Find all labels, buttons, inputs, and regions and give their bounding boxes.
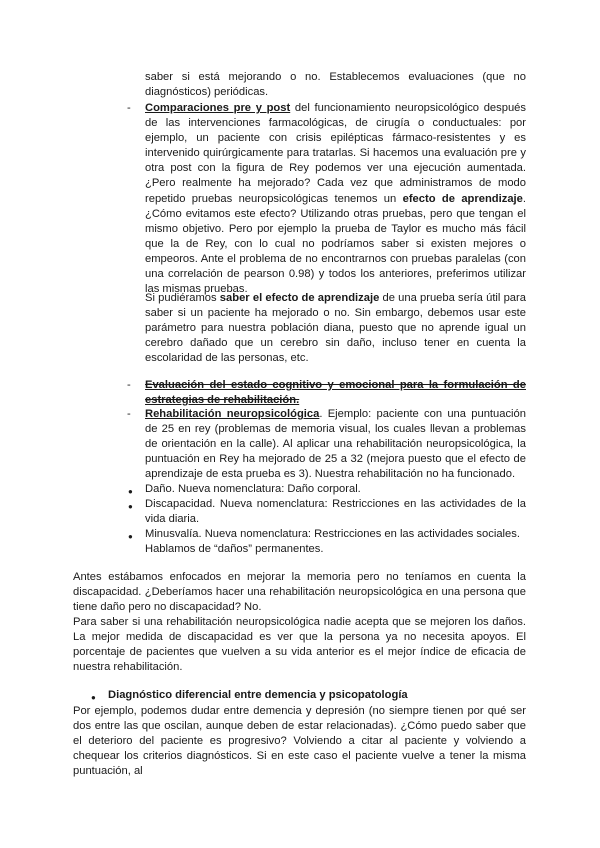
paragraph-text: Si pudiéramos (145, 292, 220, 304)
bold-term: saber el efecto de aprendizaje (219, 292, 380, 304)
item-title: Comparaciones pre y post (145, 102, 291, 114)
bullet-item-minusvalia (145, 527, 526, 557)
bullet-text: Minusvalía. Nueva nomenclatura: Restricciones en las actividades sociales. Hablamos de “daños” permanentes. (145, 528, 520, 556)
bullet-marker: ● (128, 502, 133, 511)
item-text: del funcionamiento neuropsicológico después de las intervenciones farmacológicas, de cirugía o conductuales: por ejemplo, un paciente con crisis epilépticas fármaco-resistentes y es intervenido quirúrgicamente para tratarlas. Si hacemos una evaluación pre y otra post con la figura de Rey podemos ver una ejecución aumentada. ¿Pero realmente ha mejorado? Cada vez que administramos de modo repetido pruebas neuropsicológicas tenemos un (145, 102, 526, 205)
list-item-rehabilitacion (145, 407, 526, 482)
paragraph-continuation (145, 70, 526, 100)
bullet-text: Daño. Nueva nomenclatura: Daño corporal. (145, 483, 361, 495)
list-dash-marker: - (127, 102, 131, 114)
heading-diagnostico (108, 688, 528, 703)
paragraph-text: Por ejemplo, podemos dudar entre demencia y depresión (no siempre tienen por qué ser dos entre las que oscilan, aunque deben de estar relacionadas). ¿Cómo puedo saber que el deterioro del paciente es progresivo? Volviendo a citar al paciente y volviendo a chequear los criterios diagnósticos. Si en este caso el paciente vuelve a tener la misma puntuación, al (73, 705, 526, 778)
item-title: Rehabilitación neuropsicológica (145, 408, 320, 420)
paragraph-ejemplo (73, 704, 526, 779)
paragraph-text-cont: de una prueba sería útil para saber si un paciente ha mejorado o no. Sin embargo, debemos usar este parámetro para nuestra población diana, puesto que no aprende igual un cerebro dañado que un cerebro sin daño, incluso tener en cuenta la escolaridad de las personas, etc. (145, 292, 526, 365)
bullet-marker: ● (128, 532, 133, 541)
paragraph-text: Para saber si una rehabilitación neuropsicológica nadie acepta que se mejoren los daños. La mejor medida de discapacidad es ver que la persona ya no necesita apoyos. El porcentaje de pacientes que vuelven a su vida anterior es el mejor índice de eficacia de nuestra rehabilitación. (73, 616, 526, 674)
list-dash-marker: - (127, 379, 131, 391)
item-text: . Ejemplo: paciente con una puntuación de 25 en rey (problemas de memoria visual, los cuales llevan a problemas de orientación en la calle). Al aplicar una rehabilitación neuropsicológica, la puntuación en Rey ha mejorado de 25 a 32 (mejora puesto que el efecto de aprendizaje de esta prueba es 3). Nuestra rehabilitación no ha funcionado. (145, 408, 526, 481)
paragraph-para-saber (73, 615, 526, 675)
paragraph-text: Antes estábamos enfocados en mejorar la memoria pero no teníamos en cuenta la discapacidad. ¿Deberíamos hacer una rehabilitación neuropsicológica en una persona que tiene daño pero no discapacidad? No. (73, 571, 526, 614)
list-item-evaluacion (145, 378, 526, 408)
heading-text: Diagnóstico diferencial entre demencia y psicopatología (108, 689, 408, 701)
paragraph-aprendizaje (145, 291, 526, 366)
paragraph-antes (73, 570, 526, 615)
bullet-marker: ● (128, 487, 133, 496)
bullet-text: Discapacidad. Nueva nomenclatura: Restricciones en las actividades de la vida diaria. (145, 498, 526, 526)
paragraph-text: saber si está mejorando o no. Establecemos evaluaciones (que no diagnósticos) periódicas. (145, 71, 526, 99)
item-title: Evaluación del estado cognitivo y emocional para la formulación de estrategias de rehabilitación. (145, 379, 526, 407)
list-dash-marker: - (127, 408, 131, 420)
bullet-item-dano (145, 482, 526, 497)
item-text-cont: . ¿Cómo evitamos este efecto? Utilizando otras pruebas, pero que tengan el mismo objetivo. Pero por ejemplo la prueba de Taylor es mucho más fácil que la de Rey, con lo cual no podríamos saber si existen mejores o empeoros. Ante el problema de no encontrarnos con pruebas paralelas (con una correlación de pearson 0.98) y todos los anteriores, preferimos utilizar las mismas pruebas. (145, 192, 526, 296)
bold-term: efecto de aprendizaje (402, 192, 523, 205)
list-item-comparaciones (145, 101, 526, 297)
heading-bullet-marker: ● (91, 693, 96, 702)
bullet-item-discapacidad (145, 497, 526, 527)
